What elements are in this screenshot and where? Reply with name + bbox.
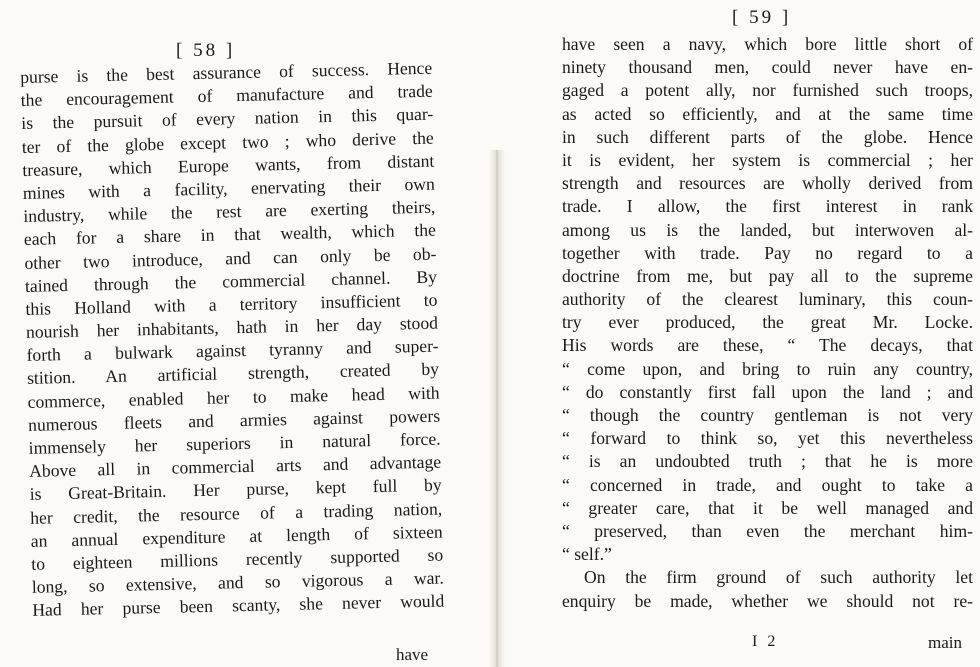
text-line: Above all in commercial arts and advantage (28, 451, 442, 482)
text-line: long, so extensive, and so vigorous a war. (31, 567, 444, 597)
text-line: “ greater care, that it be well managed and (562, 497, 973, 518)
text-line: “ come upon, and bring to ruin any country, (562, 358, 973, 379)
text-line: as acted so efficiently, and at the same time (562, 103, 973, 124)
page-number: [ 59 ] (732, 7, 792, 28)
text-line: tained through the commercial channel. By (24, 266, 438, 296)
text-line: among us is the landed, but interwoven al- (562, 219, 973, 240)
text-line: enquiry be made, whether we should not re- (562, 590, 973, 611)
text-line: have seen a navy, which bore little short of (562, 34, 973, 54)
text-line: is the pursuit of every nation in this quar- (21, 104, 434, 134)
text-line: “ forward to think so, yet this nevertheless (562, 428, 973, 449)
text-line: the encouragement of manufacture and trade (20, 80, 433, 111)
text-line: her credit, the resource of a trading nation, (30, 498, 443, 528)
text-line: numerous fleets and armies against powers (27, 405, 441, 435)
catchword: have (396, 645, 429, 664)
text-line: On the firm ground of such authority let (584, 567, 973, 588)
text-line: treasure, which Europe wants, from distant (22, 150, 435, 180)
text-line: mines with a facility, enervating their own (22, 173, 436, 203)
text-line: to eighteen millions recently supported so (31, 544, 444, 574)
text-line: immensely her superiors in natural force. (28, 428, 441, 458)
text-line: ter of the globe except two ; who derive the (21, 127, 434, 157)
text-line: nourish her inhabitants, hath in her day stood (25, 312, 439, 342)
signature-mark: I 2 (752, 633, 779, 650)
text-line: gaged a potent ally, nor furnished such troops, (562, 80, 973, 101)
text-line: strength and resources are wholly derived from (562, 173, 973, 194)
text-line: “ is an undoubted truth ; that he is more (562, 451, 973, 472)
text-line: in such different parts of the globe. Hence (562, 126, 973, 147)
text-line: His words are these, “ The decays, that (562, 335, 973, 356)
page-number: [ 58 ] (176, 40, 236, 61)
text-line: purse is the best assurance of success. Hence (20, 57, 433, 87)
text-line: other two introduce, and can only be ob- (24, 243, 437, 273)
text-line: “ do constantly first fall upon the land ; and (562, 381, 973, 402)
text-line: trade. I allow, the first interest in rank (562, 196, 973, 217)
text-line: ninety thousand men, could never have en- (562, 57, 973, 78)
text-line: stition. An artificial strength, created by (26, 359, 440, 389)
text-line: it is evident, her system is commercial ; her (562, 149, 973, 170)
text-line: commerce, enabled her to make head with (27, 382, 440, 412)
text-line: Had her purse been scanty, she never would (32, 590, 445, 621)
text-line: is Great-Britain. Her purse, kept full by (29, 474, 442, 505)
page-text (562, 33, 973, 613)
page-text (20, 57, 445, 623)
right-page (500, 0, 980, 667)
text-line: together with trade. Pay no regard to a (562, 242, 973, 263)
catchword: main (928, 633, 962, 652)
text-line: industry, while the rest are exerting theirs, (23, 196, 436, 227)
text-line: try ever produced, the great Mr. Locke. (562, 312, 973, 333)
text-line: an annual expenditure at length of sixteen (30, 521, 443, 551)
text-line: each for a share in that wealth, which the (23, 219, 437, 250)
text-line: authority of the clearest luminary, this coun- (562, 289, 973, 310)
text-line: “ though the country gentleman is not very (562, 405, 973, 425)
text-line: doctrine from me, but pay all to the supreme (562, 265, 973, 286)
text-line: forth a bulwark against tyranny and super- (26, 335, 439, 366)
text-line: “ preserved, than even the merchant him- (562, 520, 973, 541)
text-line: “ concerned in trade, and ought to take a (562, 474, 973, 495)
text-line: this Holland with a territory insufficient to (25, 289, 438, 319)
text-line: “ self.” (562, 544, 612, 565)
